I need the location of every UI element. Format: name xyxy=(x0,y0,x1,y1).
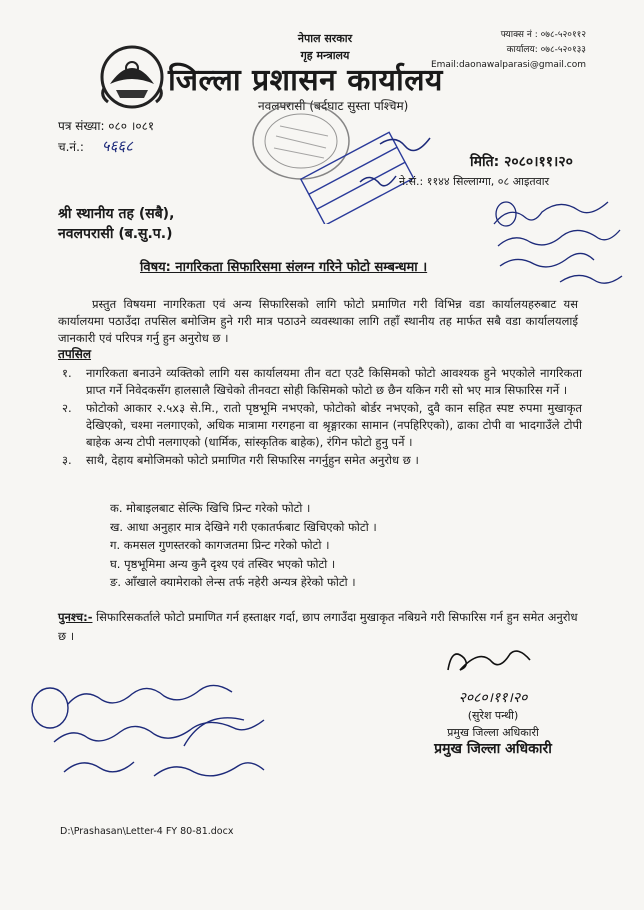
signature-date: २०८०।११।२० xyxy=(458,690,528,706)
postscript-label: पुनश्च:- xyxy=(58,610,93,624)
sub-list-item: क. मोबाइलबाट सेल्फि खिचि प्रिन्ट गरेको फोटो । xyxy=(110,501,311,515)
list-item-text: नागरिकता बनाउने व्यक्तिको लागि यस कार्यालयमा तीन वटा एउटै किसिमको फोटो आवश्यक हुने भएकोले नागरिकता प्राप्त गर्ने निवेदकसँग हालसालै खिचेको तीनवटा सोही किसिमको फोटो छ छैन यकिन गरी सो भए मात्र सिफारिस गर्ने । xyxy=(86,366,582,397)
postscript-text: सिफारिसकर्ताले फोटो प्रमाणित गर्न हस्ताक्षर गर्दा, छाप लगाउँदा मुखाकृत नबिग्रने गरी सिफारिस गर्न हुन समेत अनुरोध छ । xyxy=(58,610,578,643)
signature-block xyxy=(418,690,568,758)
list-item-number: ३. xyxy=(62,453,72,467)
recipient-line-2: नवलपरासी (ब.सु.प.) xyxy=(58,226,173,242)
list-item-number: २. xyxy=(62,401,72,415)
sub-list-item: घ. पृष्ठभूमिमा अन्य कुनै दृश्य एवं तस्विर भएको फोटो । xyxy=(110,556,336,571)
email-address: Email:daonawalparasi@gmail.com xyxy=(430,60,586,70)
nepal-sambat-date: ने.सं.: ११४४ सिल्लाग्गा, ०८ आइतवार xyxy=(399,175,550,188)
district-name: नवलपरासी (बर्दघाट सुस्ता पश्चिम) xyxy=(258,99,409,113)
gov-line-ministry: गृह मन्त्रालय xyxy=(300,49,350,62)
sub-list-item: ङ. आँखाले क्यामेराको लेन्स तर्फ नहेरी अन्यत्र हेरेको फोटो । xyxy=(110,575,356,589)
signatory-name: (सुरेश पन्थी) xyxy=(467,709,519,722)
letter-number: पत्र संख्या: ०८० ।०८१ xyxy=(58,119,155,133)
contact-info xyxy=(431,28,586,73)
dispatch-number xyxy=(58,136,154,157)
office-title: जिल्ला प्रशासन कार्यालय xyxy=(168,63,443,98)
nepal-emblem-icon xyxy=(98,44,166,110)
signature-icon xyxy=(440,640,540,680)
recipient-line-1: श्री स्थानीय तह (सबै), xyxy=(58,206,175,222)
subject-line: विषय: नागरिकता सिफारिसमा संलग्न गरिने फोटो सम्बन्धमा । xyxy=(140,260,428,275)
signatory-title-stamp: प्रमुख जिल्ला अधिकारी xyxy=(434,741,552,757)
list-item xyxy=(62,400,582,451)
list-item-text: फोटोको आकार २.५x३ से.मि., रातो पृष्ठभूमि नभएको, फोटोको बोर्डर नभएको, दुवै कान सहित स्पष्ट रुपमा मुखाकृत देखिएको, चश्मा नलगाएको, अधिक मात्रामा गरगहना वा श्रृङ्गारका सामान (नपहिरिएको), ढाका टोपी वा भादगाउँले टोपी बाहेक अन्य टोपी नलगाएको (धार्मिक, सांस्कृतिक बाहेक), रंगिन फोटो हुनु पर्ने । xyxy=(86,401,582,449)
sub-list-item: ख. आधा अनुहार मात्र देखिने गरी एकातर्फबाट खिचिएको फोटो । xyxy=(110,519,377,534)
list-item-text: साथै, देहाय बमोजिमको फोटो प्रमाणित गरी सिफारिस नगर्नुहुन समेत अनुरोध छ । xyxy=(86,453,419,467)
recipient-block xyxy=(58,204,174,244)
details-list xyxy=(62,365,582,470)
list-item-number: १. xyxy=(62,366,72,380)
sub-list-item: ग. कमसल गुणस्तरको कागजतमा प्रिन्ट गरेको फोटो । xyxy=(110,538,330,552)
list-item xyxy=(62,452,582,469)
gov-line-nepal: नेपाल सरकार xyxy=(297,32,353,45)
letter-date: मिति: २०८०।११।२० xyxy=(470,154,573,170)
fax-number: फ्याक्स नं : ०७८-५२०११२ xyxy=(500,30,586,40)
list-item xyxy=(62,365,582,399)
dispatch-label: च.नं.: xyxy=(58,140,84,154)
body-paragraph: प्रस्तुत विषयमा नागरिकता एवं अन्य सिफारिसको लागि फोटो प्रमाणित गरी विभिन्न वडा कार्यालयहरुबाट यस कार्यालयमा पठाउँदा तपसिल बमोजिम हुने गरी मात्र पठाउने व्यवस्थाका लागि तहाँ स्थानीय तह मार्फत सबै वडा कार्यालयलाई जानकारी एवं परिपत्र गर्नु हुन अनुरोध छ । xyxy=(58,297,578,345)
handwritten-note-bottom-left xyxy=(24,650,274,790)
signatory-title: प्रमुख जिल्ला अधिकारी xyxy=(447,726,539,739)
sub-list xyxy=(110,499,377,592)
phone-number: कार्यालय: ०७८-५२०१३३ xyxy=(506,45,586,55)
file-path-footer: D:\Prashasan\Letter-4 FY 80-81.docx xyxy=(60,826,234,837)
handwritten-note-top-right xyxy=(490,184,630,294)
details-heading: तपसिल xyxy=(58,347,92,361)
reference-block xyxy=(58,116,154,157)
dispatch-handwritten: ५६६८ xyxy=(101,137,133,155)
